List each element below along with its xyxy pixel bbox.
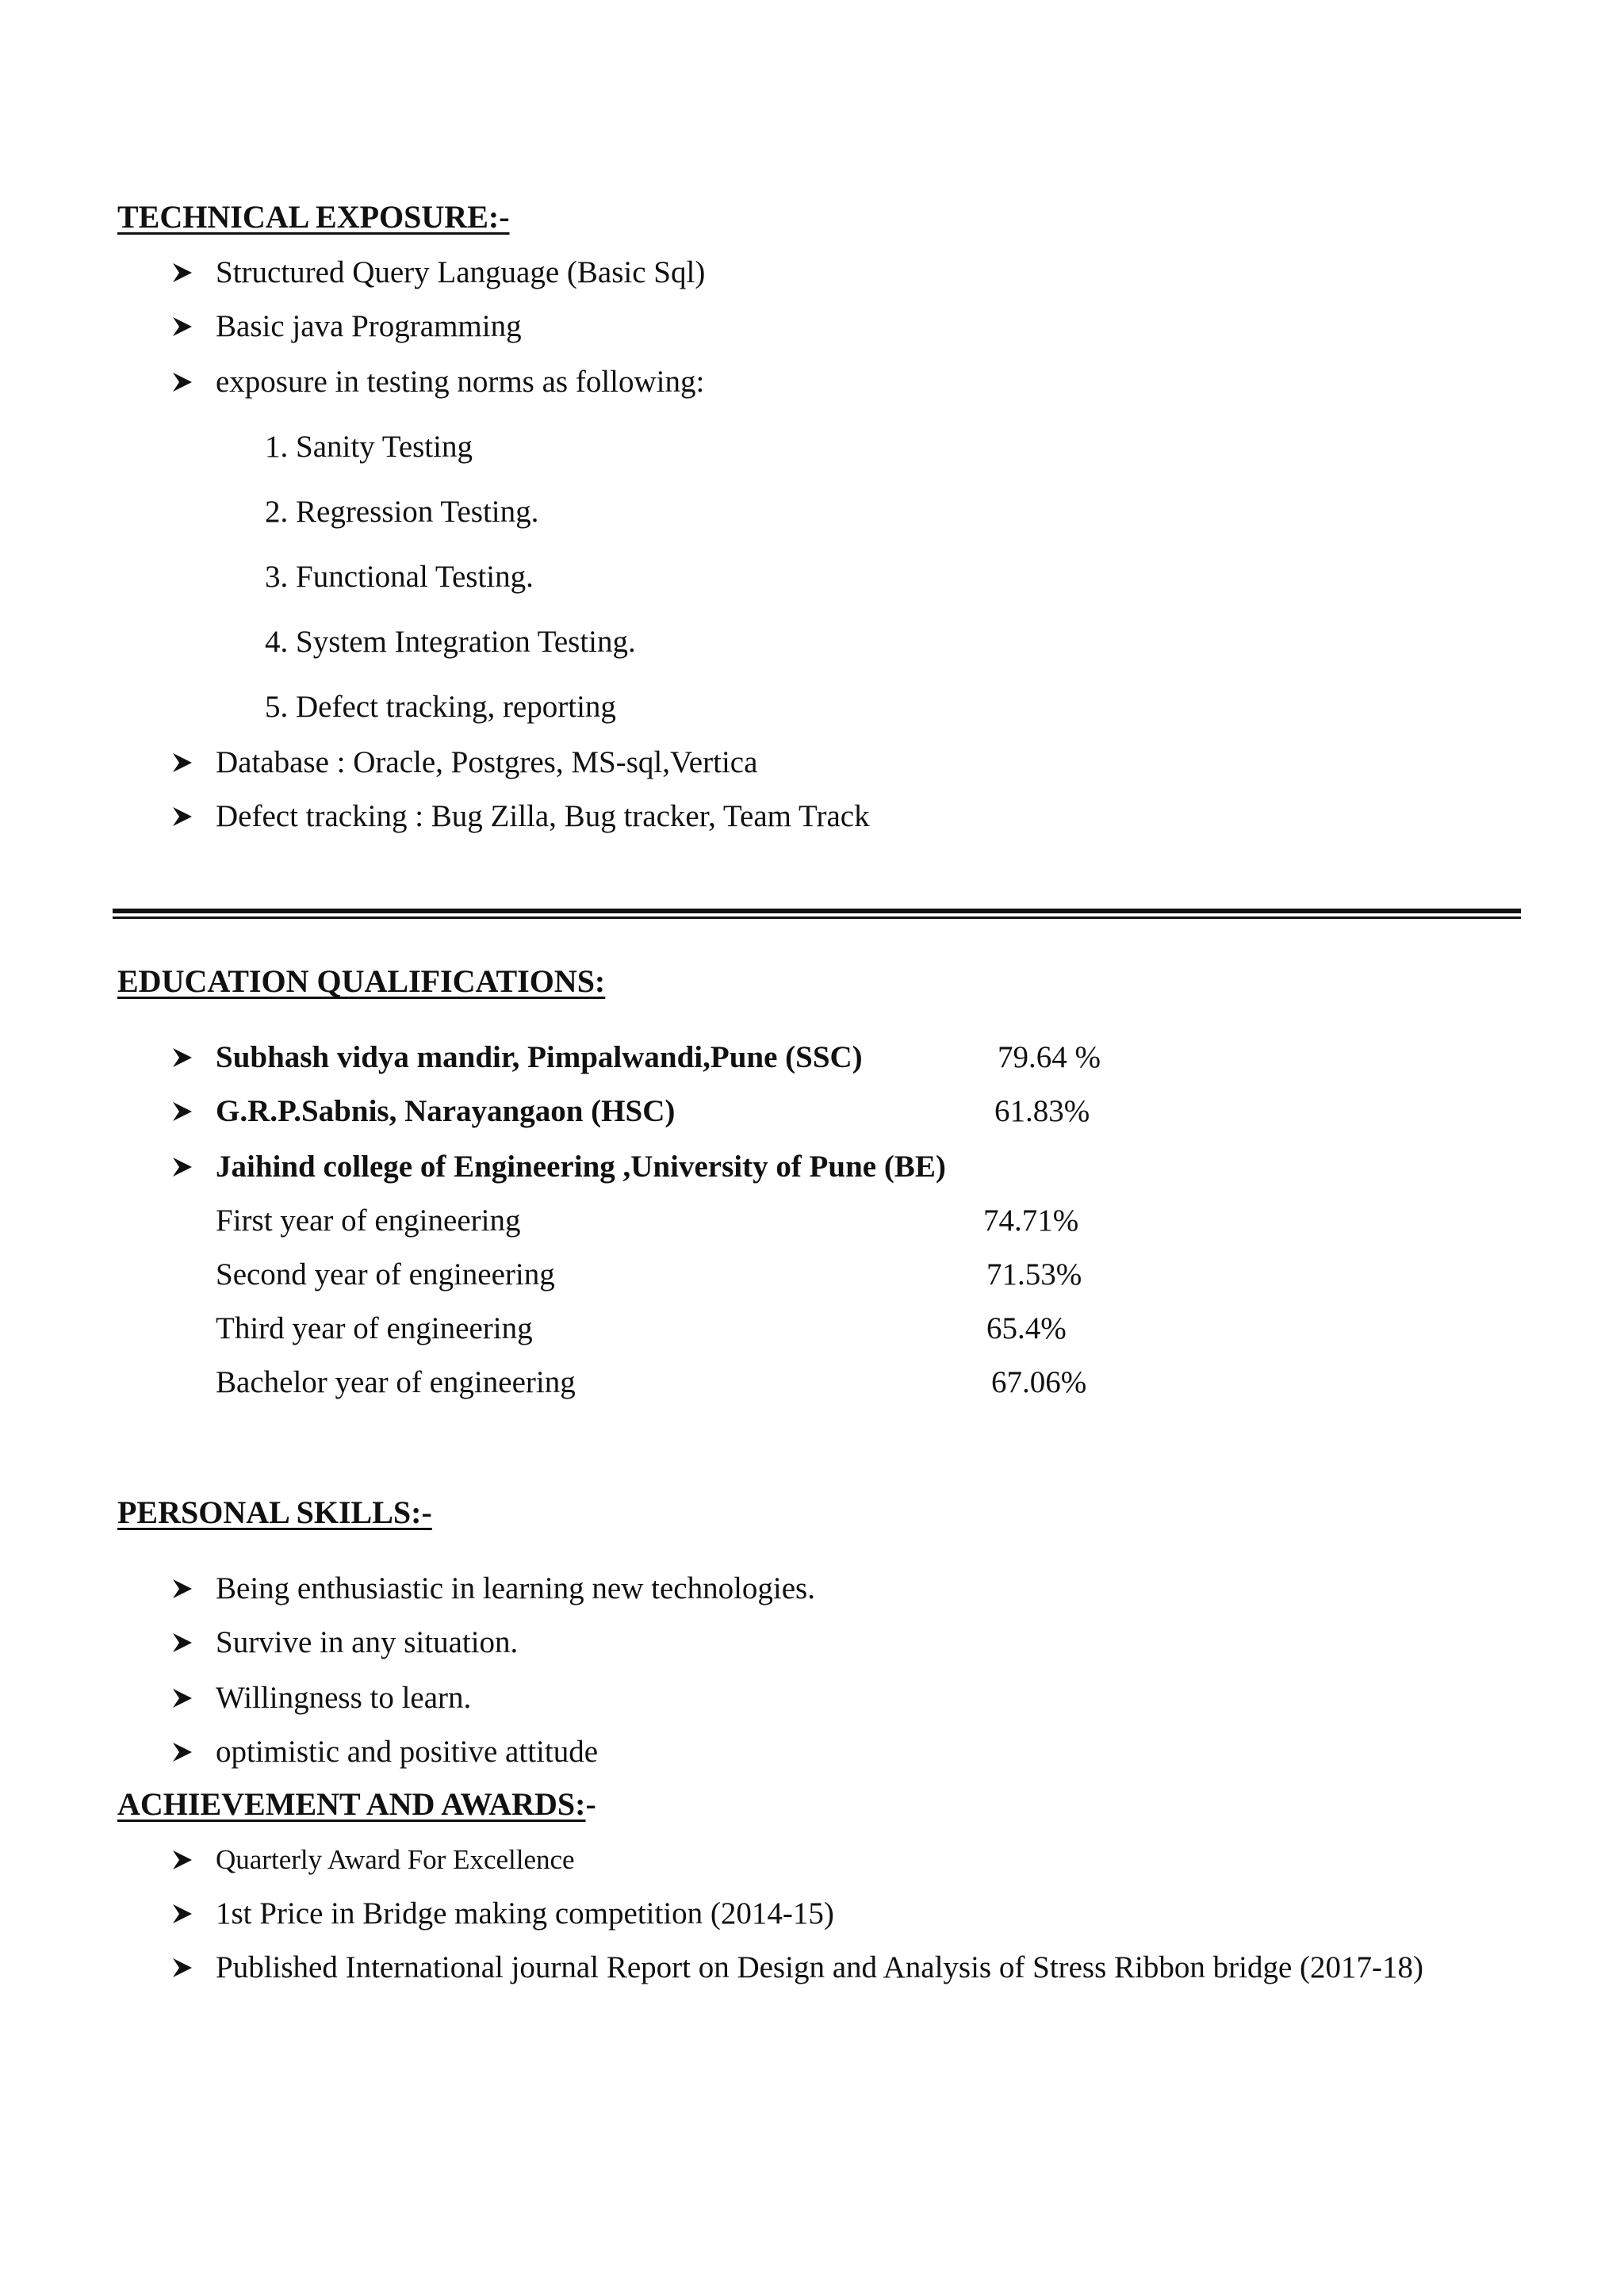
arrow-bullet-icon: [167, 1568, 198, 1609]
achievement-text: Published International journal Report on Design and Analysis of Stress Ribbon bridge (2017-18): [216, 1950, 1423, 1984]
education-institution: Jaihind college of Engineering ,University of Pune (BE): [216, 1150, 946, 1184]
skill-text: Willingness to learn.: [216, 1681, 472, 1715]
skill-text: optimistic and positive attitude: [216, 1735, 599, 1769]
arrow-bullet-icon: [167, 252, 198, 293]
arrow-bullet-icon: [167, 1732, 198, 1773]
skill-text: Survive in any situation.: [216, 1625, 519, 1659]
skill-text: Defect tracking : Bug Zilla, Bug tracker, Team Track: [216, 799, 870, 833]
arrow-bullet-icon: [167, 1839, 198, 1881]
arrow-bullet-icon: [167, 1146, 198, 1188]
year-score: 67.06%: [991, 1365, 1087, 1399]
skill-text: Basic java Programming: [216, 309, 522, 343]
testing-item: 2. Regression Testing.: [265, 495, 539, 529]
year-label: Second year of engineering: [216, 1257, 555, 1292]
arrow-bullet-icon: [167, 1037, 198, 1078]
testing-item: 1. Sanity Testing: [265, 430, 473, 464]
year-label: Third year of engineering: [216, 1311, 533, 1345]
skill-text: Database : Oracle, Postgres, MS-sql,Vertica: [216, 745, 758, 779]
arrow-bullet-icon: [167, 1678, 198, 1719]
achievements-heading: [117, 1785, 596, 1823]
achievement-text: Quarterly Award For Excellence: [216, 1844, 575, 1875]
arrow-bullet-icon: [167, 1091, 198, 1132]
achievements-heading-text: ACHIEVEMENT AND AWARDS:: [117, 1786, 586, 1822]
arrow-bullet-icon: [167, 1893, 198, 1934]
skill-text: exposure in testing norms as following:: [216, 365, 705, 399]
testing-item: 5. Defect tracking, reporting: [265, 690, 616, 724]
testing-item: 4. System Integration Testing.: [265, 625, 636, 659]
testing-item: 3. Functional Testing.: [265, 560, 534, 594]
arrow-bullet-icon: [167, 796, 198, 837]
technical-exposure-heading: TECHNICAL EXPOSURE:-: [117, 199, 510, 235]
arrow-bullet-icon: [167, 362, 198, 403]
achievement-text: 1st Price in Bridge making competition (2014-15): [216, 1896, 834, 1931]
personal-skills-heading: PERSONAL SKILLS:-: [117, 1494, 432, 1530]
education-score: 79.64 %: [998, 1040, 1101, 1074]
year-score: 71.53%: [986, 1257, 1082, 1292]
arrow-bullet-icon: [167, 1947, 198, 1988]
section-divider: [113, 909, 1521, 919]
arrow-bullet-icon: [167, 1622, 198, 1663]
year-score: 74.71%: [983, 1203, 1079, 1238]
skill-text: Structured Query Language (Basic Sql): [216, 255, 706, 289]
education-heading: EDUCATION QUALIFICATIONS:: [117, 963, 606, 999]
arrow-bullet-icon: [167, 742, 198, 783]
year-score: 65.4%: [986, 1311, 1067, 1345]
education-score: 61.83%: [994, 1094, 1090, 1128]
education-institution: Subhash vidya mandir, Pimpalwandi,Pune (SSC): [216, 1040, 863, 1074]
skill-text: Being enthusiastic in learning new technologies.: [216, 1571, 815, 1605]
year-label: First year of engineering: [216, 1203, 521, 1238]
year-label: Bachelor year of engineering: [216, 1365, 576, 1399]
education-institution: G.R.P.Sabnis, Narayangaon (HSC): [216, 1094, 676, 1128]
achievements-heading-suffix: -: [585, 1786, 596, 1822]
arrow-bullet-icon: [167, 306, 198, 347]
